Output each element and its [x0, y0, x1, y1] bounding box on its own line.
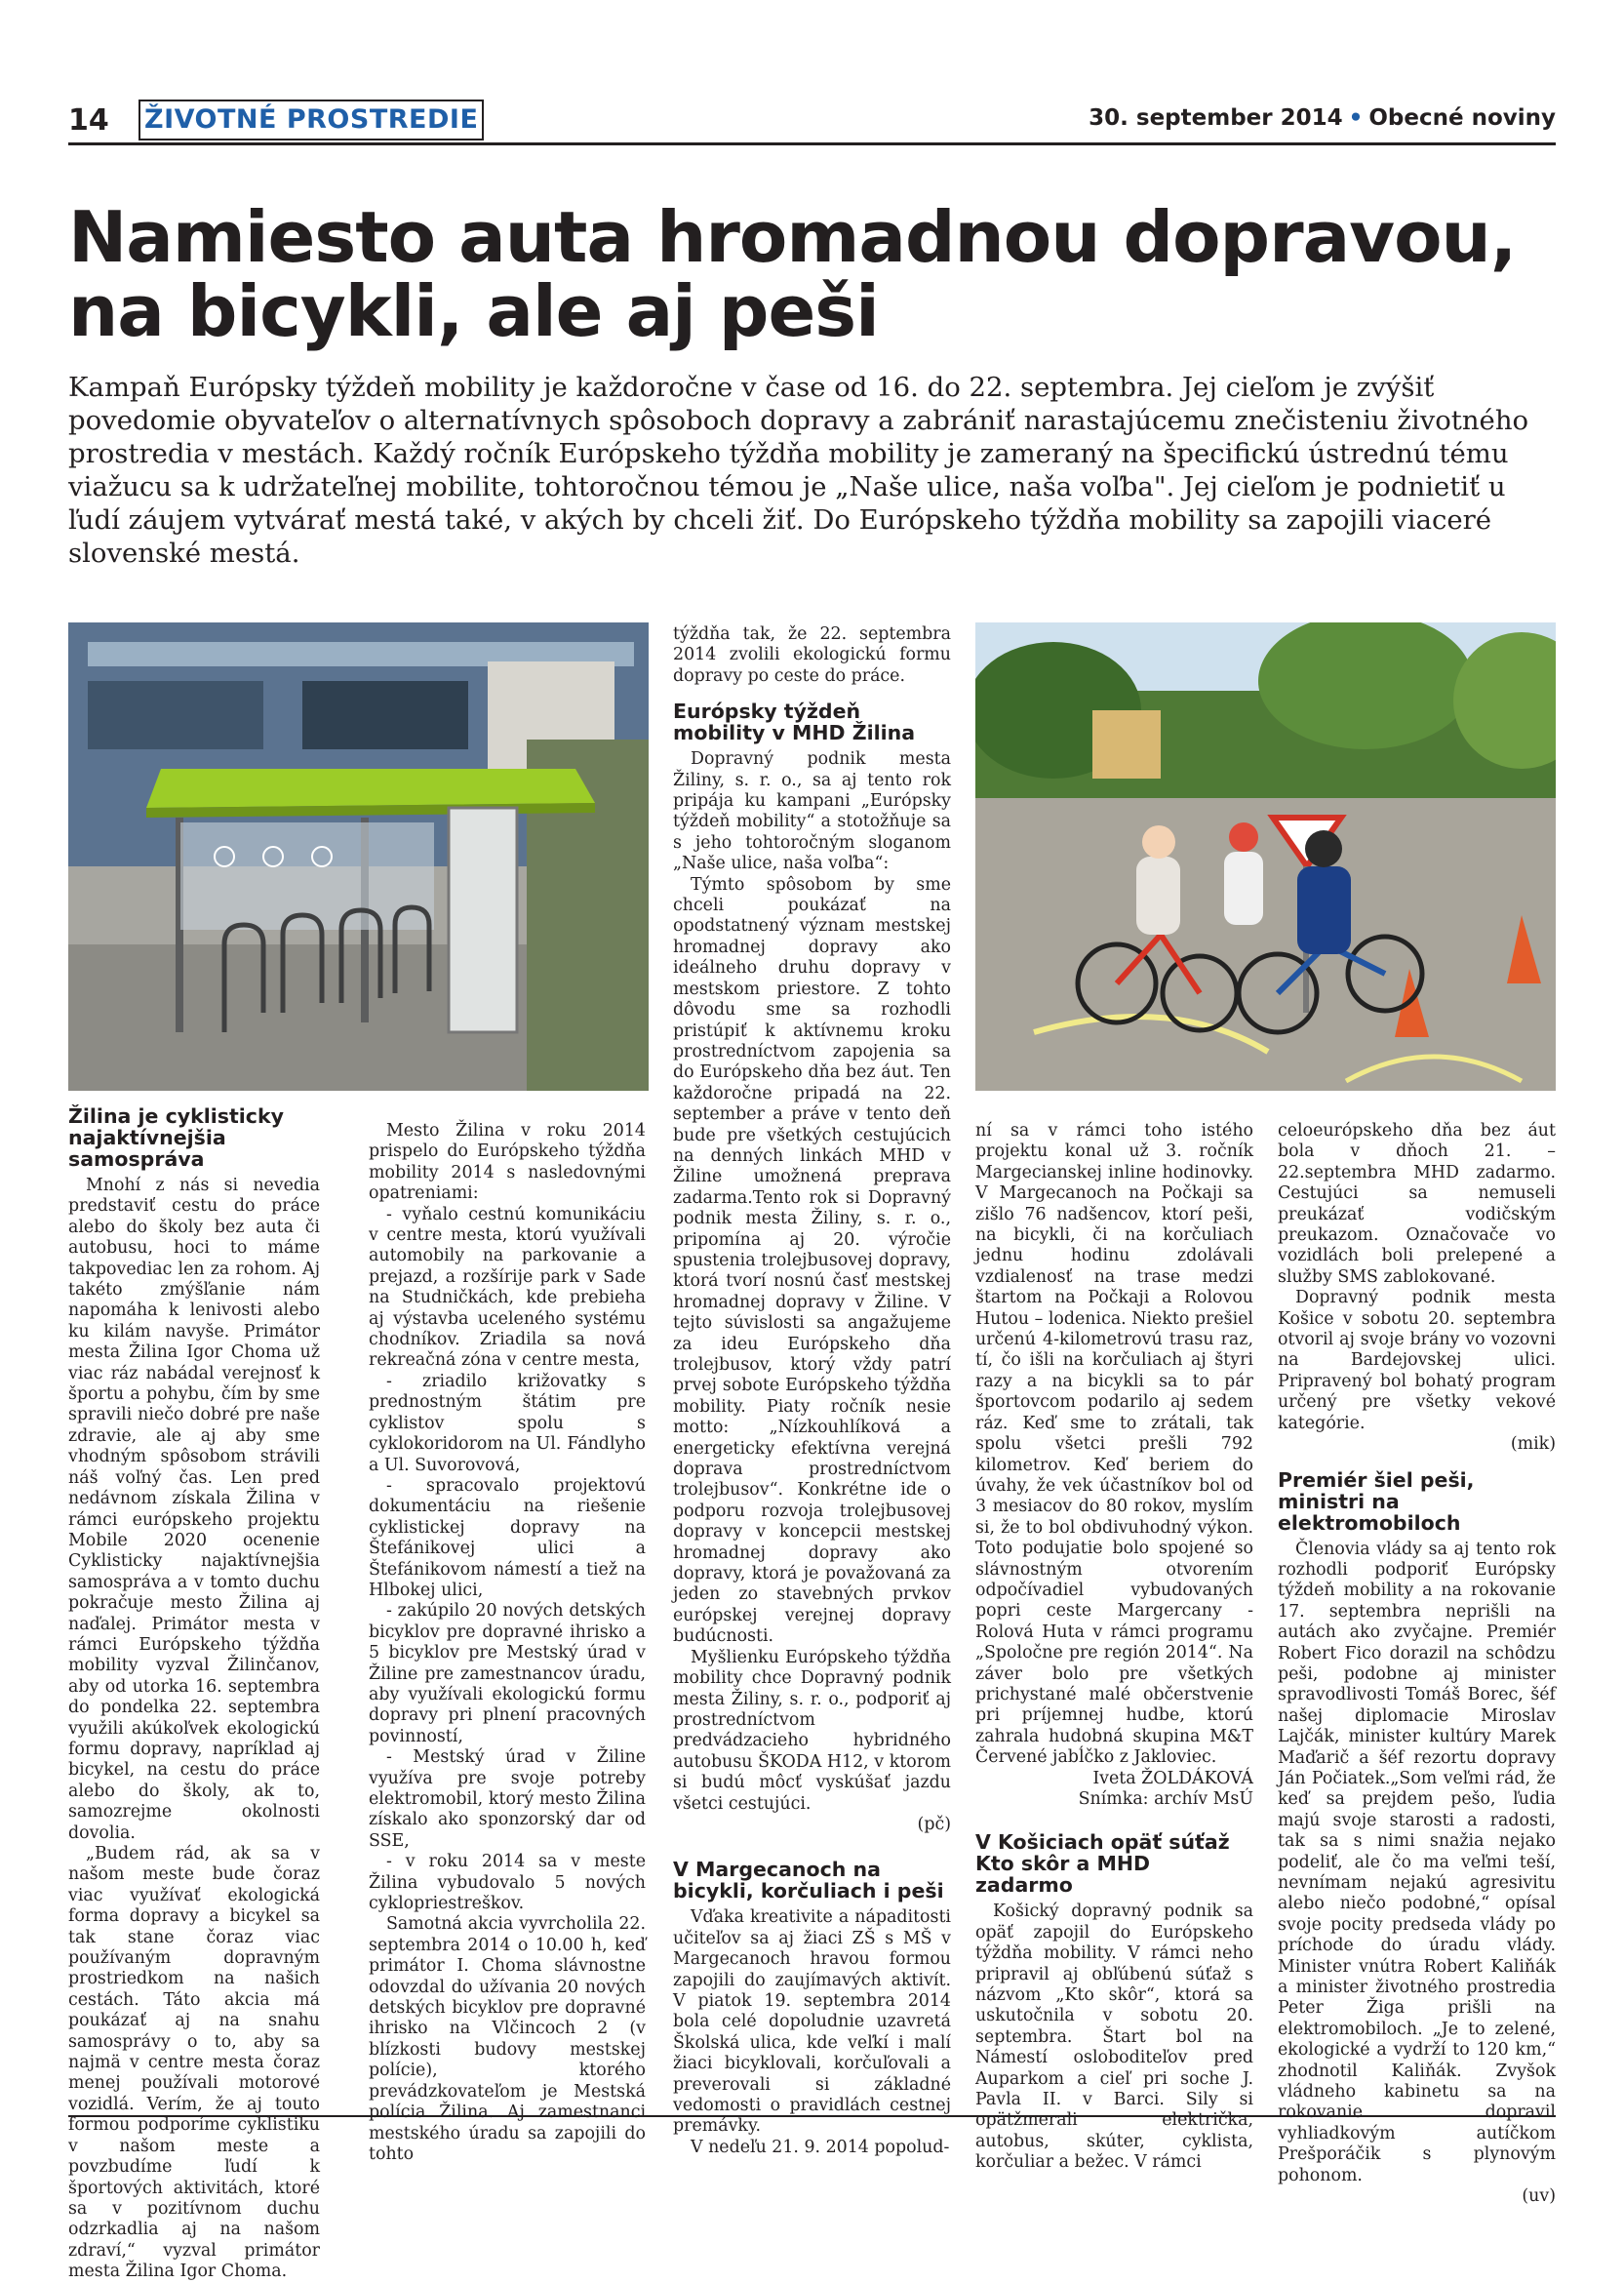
issue-date: 30. september 2014	[1089, 105, 1343, 131]
column-3	[673, 624, 951, 2158]
column-2	[369, 1121, 646, 2165]
column-5	[1278, 1121, 1556, 2208]
col3-paragraph: Myšlienku Európskeho týždňa mobility chce Dopravný podnik mesta Žiliny, s. r. o., podporiť aj prostredníctvom predvádzacieho hybridného autobusu ŠKODA H12, v ktorom si budú môcť vyskúšať jazdu všetci cestujúci.	[673, 1647, 951, 1814]
col2-list-item: - Mestský úrad v Žiline využíva pre svoje potreby elektromobil, ktorý mesto Žilina získalo ako sponzorský dar od SSE,	[369, 1747, 646, 1851]
col3-heading-margecany: V Margecanoch na bicykli, korčuliach i peši	[673, 1858, 944, 1903]
page-header	[68, 100, 1556, 145]
photo-credit: Snímka: archív MsÚ	[1078, 1789, 1253, 1809]
bike-shelter-photo	[68, 622, 649, 1091]
publication-name: Obecné noviny	[1368, 105, 1556, 131]
col2-list-item: - zakúpilo 20 nových detských bicyklov pre dopravné ihrisko a 5 bicyklov pre Mestský úrad v Žiline pre zamestnancov úradu, aby využívali ekologickú formu dopravy pri plnení pracovných povinností,	[369, 1601, 646, 1746]
section-label: ŽIVOTNÉ PROSTREDIE	[139, 100, 484, 140]
col3-paragraph: V nedeľu 21. 9. 2014 popolud-	[691, 2137, 950, 2157]
col2-list-item: - zriadilo križovatky s prednostným štátim pre cyklistov spolu s cyklokoridorom na Ul. Fándlyho a Ul. Suvorovová,	[369, 1371, 646, 1475]
col1-heading: Žilina je cyklisticky najaktívnejšia samospráva	[68, 1104, 284, 1171]
col5-heading-premier: Premiér šiel peši, ministri na elektromobiloch	[1278, 1467, 1475, 1535]
col4-paragraph: Košický dopravný podnik sa opäť zapojil do Európskeho týždňa mobility. V rámci neho pripravil aj obľúbenú súťaž s názvom „Kto skôr“, ktorá sa uskutočnila v sobotu 20. septembra. Štart bol na Námestí osloboditeľov pred Auparkom a cieľ pri soche J. Pavla II. v Barci. Sily si opätžmerali električka, autobus, skúter, cyklista, korčuliar a bežec. V rámci	[975, 1902, 1253, 2173]
col3-heading-mhd-zilina: Európsky týždeň mobility v MHD Žilina	[673, 700, 916, 745]
headline-line-1: Namiesto auta hromadnou dopravou,	[68, 196, 1517, 278]
col5-paragraph: Dopravný podnik mesta Košice v sobotu 20. septembra otvoril aj svoje brány vo vozovni na Bardejovskej ulici. Pripravený bol bohatý program určený pre všetky vekové kategórie.	[1278, 1288, 1556, 1433]
col3-signature: (pč)	[917, 1814, 951, 1834]
col5-signature: (mik)	[1510, 1434, 1556, 1455]
col3-paragraph: Dopravný podnik mesta Žiliny, s. r. o., sa aj tento rok pripája ku kampani „Európsky týždeň mobility“ a stotožňuje sa s jeho tohtoročným sloganom „Naše ulice, naša voľba“:	[673, 749, 951, 874]
col4-heading-kosice: V Košiciach opäť súťaž Kto skôr a MHD zadarmo	[975, 1830, 1230, 1898]
col3-paragraph: Vďaka kreativite a nápaditosti učiteľov sa aj žiaci ZŠ s MŠ v Margecanoch hravou formou zapojili do zaujímavých aktivít. V piatok 19. septembra 2014 bola celé dopoludnie uzavretá Školská ulica, kde veľkí i malí žiaci bicyklovali, korčuľovali a preverovali si základné vedomosti o pravidlách cestnej premávky.	[673, 1907, 951, 2137]
col1-paragraph: Mnohí z nás si nevedia predstaviť cestu do práce alebo do školy bez auta či autobusu, hoci to máme takpovediac len za rohom. Aj takéto zmýšľanie nám napomáha k lenivosti alebo ku kilám navyše. Primátor mesta Žilina Igor Choma už viac ráz nabádal verejnosť k športu a pohybu, čím by sme spravili niečo dobré pre naše zdravie, ale aj aby sme vhodným spôsobom strávili náš voľný čas. Len pred nedávnom získala Žilina v rámci európskeho projektu Mobile 2020 ocenenie Cyklisticky najaktívnejšia samospráva a v tomto duchu pokračuje mesto Žilina aj naďalej. Primátor mesta v rámci Európskeho týždňa mobility vyzval Žilinčanov, aby od utorka 16. septembra do pondelka 22. septembra využili akúkoľvek ekologickú formu dopravy, napríklad aj bicykel, na cestu do práce alebo do školy, ak to, samozrejme okolnosti dovolia.	[68, 1176, 320, 1843]
separator-bullet: •	[1348, 105, 1364, 131]
col1-paragraph: „Budem rád, ak sa v našom meste bude čoraz viac využívať ekologická forma dopravy a bicykel sa tak stane čoraz viac používaným dopravným prostriedkom na našich cestách. Táto akcia má poukázať aj na snahu samosprávy o to, aby sa najmä v centre mesta čoraz menej používali motorové vozidlá. Verím, že aj touto formou podporíme cyklistiku v našom meste a povzbudíme ľudí k športových aktivitách, ktoré sa v pozitívnom duchu odzrkadlia aj na našom zdraví,“ vyzval primátor mesta Žilina Igor Choma.	[68, 1844, 320, 2282]
page-number: 14	[68, 103, 109, 138]
col5-signature: (uv)	[1522, 2186, 1556, 2207]
column-4	[975, 1121, 1253, 2174]
article-lead: Kampaň Európsky týždeň mobility je každoročne v čase od 16. do 22. septembra. Jej cieľom je zvýšiť povedomie obyvateľov o alternatívnych spôsoboch dopravy a zabrániť narastajúcemu znečisteniu životného prostredia v mestách. Každý ročník Európskeho týždňa mobility je zameraný na špecifickú ústrednú tému viažucu sa k udržateľnej mobilite, tohtoročnou témou je „Naše ulice, naša voľba". Jej cieľom je podnietiť u ľudí záujem vytvárať mestá také, v akých by chceli žiť. Do Európskeho týždňa mobility sa zapojili viaceré slovenské mestá.	[68, 372, 1529, 569]
col2-list-item: - v roku 2014 sa v meste Žilina vybudovalo 5 nových cyklopriestreškov.	[369, 1852, 646, 1914]
column-1	[68, 1105, 320, 2283]
col3-paragraph: týždňa tak, že 22. septembra 2014 zvolili ekologickú formu dopravy po ceste do práce.	[673, 624, 951, 686]
headline-line-2: na bicykli, ale aj peši	[68, 270, 879, 352]
col3-paragraph: Týmto spôsobom by sme chceli poukázať na opodstatnený význam mestskej hromadnej dopravy ako ideálneho druhu dopravy v mestskom priestore. Z tohto dôvodu sme sa rozhodli pristúpiť k aktívnemu kroku prostredníctvom zapojenia sa do Európskeho dňa bez áut. Ten každoročne pripadá na 22. september a práve v tento deň bude pre všetkých cestujúcich na denných linkách MHD v Žiline umožnená preprava zadarma.Tento rok si Dopravný podnik mesta Žiliny, s. r. o., pripomína aj 20. výročie spustenia trolejbusovej dopravy, ktorá tvorí nosnú časť mestskej hromadnej dopravy v Žiline. V tejto súvislosti sa angažujeme za ideu Európskeho dňa trolejbusov, ktorý vždy patrí prvej sobote Európskeho týždňa mobility. Piaty ročník nesie motto: „Nízkouhlíková a energeticky efektívna verejná doprava prostredníctvom trolejbusov“. Konkrétne ide o podporu rozvoja trolejbusovej dopravy v koncepcii mestskej hromadnej dopravy ako dopravy, ktorá je považovaná za jeden zo stavebných prvkov európskej verejnej dopravy budúcnosti.	[673, 874, 951, 1647]
footer-rule	[68, 2115, 1556, 2117]
col5-paragraph: Členovia vlády sa aj tento rok rozhodli podporiť Európsky týždeň mobility a na rokovanie 17. septembra neprišli na autách ako zvyčajne. Premiér Robert Fico dorazil na schôdzu peši, podobne aj minister spravodlivosti Tomáš Borec, šéf našej diplomacie Miroslav Lajčák, minister kultúry Marek Maďarič a šéf rezortu dopravy Ján Počiatek.„Som veľmi rád, že keď sa prejdem pešo, ľudia majú svoje starosti a radosti, tak sa s nimi snažia nejako podeliť, ale čo ma veľmi teší, nevnímam nejakú agresivitu alebo niečo podobné,“ opísal svoje pocity predseda vlády po príchode do úradu vlády. Minister vnútra Robert Kaliňák a minister životného prostredia Peter Žiga prišli na elektromobiloch. „Je to zelené, ekologické a vydrží to 120 km,“ zhodnotil Kaliňák. Zvyšok vládneho kabinetu sa na rokovanie dopravil vyhliadkovým autíčkom Prešporáčik s plynovým pohonom.	[1278, 1539, 1556, 2185]
issue-info	[1089, 105, 1556, 131]
article-headline	[68, 196, 1556, 352]
col2-paragraph: Samotná akcia vyvrcholila 22. septembra 2014 o 10.00 h, keď primátor I. Choma slávnostne odovzdal do užívania 20 nových detských bicyklov pre dopravné ihrisko na Vlčincoch 2 (v blízkosti budovy mestskej polície), ktorého prevádzkovateľom je Mestská polícia Žilina. Aj zamestnanci mestského úradu sa zapojili do tohto	[369, 1914, 646, 2164]
col2-paragraph: Mesto Žilina v roku 2014 prispelo do Európskeho týždňa mobility 2014 s nasledovnými opatreniami:	[369, 1121, 646, 1204]
col2-list-item: - vyňalo cestnú komunikáciu v centre mesta, ktorú využívali automobily na parkovanie a prejazd, a rozšírije park v Sade na Studničkách, kde prebieha aj výstavba uceleného systému chodníkov. Zriadila sa nová rekreačná zóna v centre mesta,	[369, 1204, 646, 1371]
author-signature: Iveta ŽOLDÁKOVÁ	[1092, 1768, 1253, 1788]
col4-paragraph: ní sa v rámci toho istého projektu konal už 3. ročník Margecianskej inline hodinovky. V Margecanoch na Počkaji sa zišlo 76 nadšencov, ktorí peši, na bicykli, či na korčuliach jednu hodinu zdolávali vzdialenosť na trase medzi štartom na Počkaji a Rolovou Hutou – lodenica. Niekto prešiel určenú 4-kilometrovú trasu raz, tí, čo išli na korčuliach aj štyri razy a na bicykli sa to pár športovcom podarilo aj sedem ráz. Keď sme to zrátali, tak spolu všetci prešli 792 kilometrov. Keď beriem do úvahy, že vek účastníkov bol od 3 mesiacov do 80 rokov, myslím si, že to bol obdivuhodný výkon. Toto podujatie bolo spojené so slávnostným otvorením odpočívadiel vybudovaných popri ceste Margercany - Rolová Huta v rámci programu „Spoločne pre región 2014“. Na záver bolo pre všetkých prichystané malé občerstvenie pri príjemnej hudbe, ktorú zahrala hudobná skupina M&T Červené jabĺčko z Jakloviec.	[975, 1121, 1253, 1768]
col2-list-item: - spracovalo projektovú dokumentáciu na riešenie cyklistickej dopravy na Štefánikovej ulici a Štefánikovom námestí a tiež na Hlbokej ulici,	[369, 1475, 646, 1600]
children-cycling-photo	[975, 622, 1556, 1091]
col5-paragraph: celoeurópskeho dňa bez áut bola v dňoch 21. – 22.septembra MHD zadarmo. Cestujúci sa nemuseli preukázať vodičským preukazom. Označovače vo vozidlách boli prelepené a služby SMS zablokované.	[1278, 1121, 1556, 1287]
